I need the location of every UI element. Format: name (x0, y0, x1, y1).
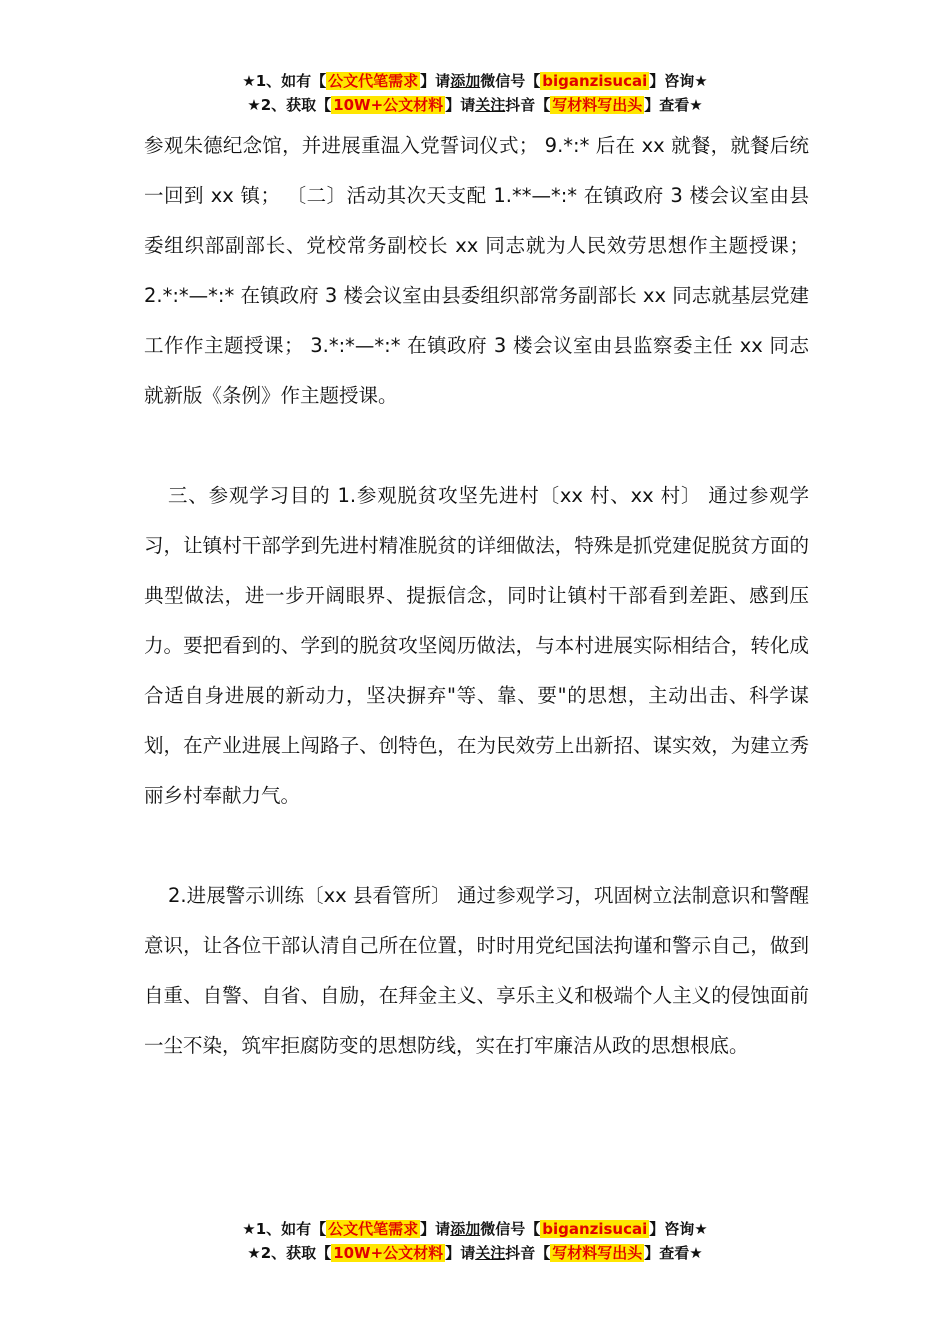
banner-text: 】咨询★ (649, 1220, 708, 1238)
banner-text: 微信号【 (480, 1220, 541, 1238)
banner-text: 】请 (445, 1244, 476, 1262)
banner-highlight: biganzisucai (542, 1220, 648, 1238)
banner-highlight: 公文代笔需求 (328, 1220, 419, 1238)
banner-line-2 (0, 93, 950, 117)
banner-text: 】咨询★ (649, 72, 708, 90)
banner-text: 抖音【 (505, 96, 551, 114)
banner-highlight: 10W+公文材料 (333, 96, 444, 114)
banner-underlined: 关注 (475, 96, 506, 114)
banner-text: 】查看★ (644, 1244, 703, 1262)
footer-banner (0, 1217, 950, 1265)
banner-line-1 (0, 1217, 950, 1241)
banner-highlight: 公文代笔需求 (328, 72, 419, 90)
header-banner (0, 69, 950, 117)
banner-text: ★2、获取【 (247, 1244, 332, 1262)
banner-line-1 (0, 69, 950, 93)
document-body (144, 121, 809, 1071)
banner-text: ★1、如有【 (242, 1220, 327, 1238)
banner-text: 】查看★ (644, 96, 703, 114)
banner-underlined: 添加 (450, 1220, 481, 1238)
banner-highlight: 写材料写出头 (552, 96, 643, 114)
banner-underlined: 添加 (450, 72, 481, 90)
banner-text: ★2、获取【 (247, 96, 332, 114)
banner-text: 】请 (420, 72, 451, 90)
banner-text: 微信号【 (480, 72, 541, 90)
banner-text: ★1、如有【 (242, 72, 327, 90)
banner-highlight: 写材料写出头 (552, 1244, 643, 1262)
banner-text: 抖音【 (505, 1244, 551, 1262)
banner-highlight: biganzisucai (542, 72, 648, 90)
banner-highlight: 10W+公文材料 (333, 1244, 444, 1262)
paragraph-warning-education: 2.进展警示训练〔xx 县看管所〕 通过参观学习，巩固树立法制意识和警醒意识，让各位干部认清自己所在位置，时时用党纪国法拘谨和警示自己，做到自重、自警、自省、自励，在拜金主义、享乐主义和极端个人主义的侵蚀面前一尘不染，筑牢拒腐防变的思想防线，实在打牢廉洁从政的思想根底。 (144, 884, 809, 1057)
banner-underlined: 关注 (475, 1244, 506, 1262)
banner-text: 】请 (445, 96, 476, 114)
banner-text: 】请 (420, 1220, 451, 1238)
banner-line-2 (0, 1241, 950, 1265)
paragraph-study-goals: 三、参观学习目的 1.参观脱贫攻坚先进村〔xx 村、xx 村〕 通过参观学习，让镇村干部学到先进村精准脱贫的详细做法，特殊是抓党建促脱贫方面的典型做法，进一步开阔眼界、提振信念，同时让镇村干部看到差距、感到压力。要把看到的、学到的脱贫攻坚阅历做法，与本村进展实际相结合，转化成合适自身进展的新动力，坚决摒弃"等、靠、要"的思想，主动出击、科学谋划，在产业进展上闯路子、创特色，在为民效劳上出新招、谋实效，为建立秀丽乡村奉献力气。 (144, 484, 809, 807)
paragraph-schedule: 参观朱德纪念馆，并进展重温入党誓词仪式； 9.*:* 后在 xx 就餐，就餐后统一回到 xx 镇； 〔二〕活动其次天支配 1.**—*:* 在镇政府 3 楼会议室由县委组织部副部长、党校常务副校长 xx 同志就为人民效劳思想作主题授课； 2.*:*—*:* 在镇政府 3 楼会议室由县委组织部常务副部长 xx 同志就基层党建工作作主题授课； 3.*:*—*:* 在镇政府 3 楼会议室由县监察委主任 xx 同志就新版《条例》作主题授课。 (144, 134, 809, 407)
